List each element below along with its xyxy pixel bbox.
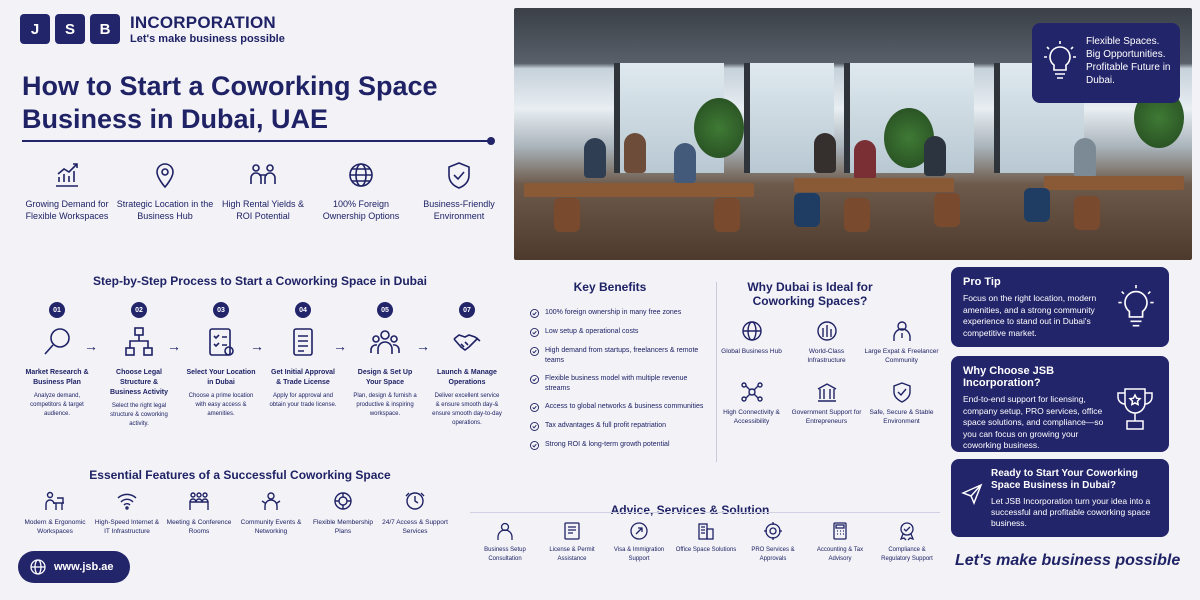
steps-title: Step-by-Step Process to Start a Coworking Space in Dubai — [92, 274, 428, 288]
location-pin-icon — [150, 160, 180, 190]
why-dubai-item — [714, 381, 789, 426]
step-title: Launch & Manage Operations — [437, 369, 497, 386]
accounting-icon — [830, 521, 850, 541]
workstation-icon — [44, 490, 66, 512]
benefit-text: Tax advantages & full profit repatriation — [545, 422, 667, 429]
step-title: Select Your Location in Dubai — [186, 369, 256, 386]
checklist-icon — [206, 326, 236, 358]
step-number: 03 — [213, 302, 229, 318]
step-number: 04 — [295, 302, 311, 318]
step-desc: Deliver excellent service & ensure smooth day-& ensure smooth day-to-day operations. — [432, 393, 502, 426]
footer-tagline: Let's make business possible — [955, 552, 1181, 569]
essential-label: Modern & Ergonomic Workspaces — [24, 519, 86, 535]
pro-tip-card — [951, 267, 1169, 347]
visa-icon — [629, 521, 649, 541]
essential-item — [92, 490, 162, 536]
photo-badge-text: Flexible Spaces. Big Opportunities. Profitable Future in Dubai. — [1086, 36, 1171, 86]
why-dubai-item — [789, 381, 864, 426]
globe-icon — [30, 559, 46, 575]
step-title: Market Research & Business Plan — [25, 369, 89, 386]
check-circle-icon — [530, 403, 539, 412]
why-dubai-item — [714, 320, 789, 365]
why-dubai-label: World-Class Infrastructure — [807, 348, 846, 364]
benefit-text: Flexible business model with multiple revenue streams — [545, 375, 688, 392]
globe-icon — [346, 160, 376, 190]
benefit-text: Access to global networks & business communities — [545, 403, 704, 410]
arrow-right-icon: → — [250, 338, 264, 354]
advice-item — [742, 521, 804, 563]
clock-icon — [404, 490, 426, 512]
essential-label: Meeting & Conference Rooms — [166, 519, 232, 535]
why-dubai-label: Large Expat & Freelancer Community — [864, 348, 939, 364]
advice-label: License & Permit Assistance — [549, 547, 595, 562]
community-icon — [260, 490, 282, 512]
shield-check-icon — [444, 160, 474, 190]
handshake-icon — [452, 326, 482, 358]
consultant-icon — [495, 521, 515, 541]
check-circle-icon — [530, 422, 539, 431]
step-title: Get Initial Approval & Trade License — [271, 369, 335, 386]
step-number: 05 — [377, 302, 393, 318]
benefit-text: Low setup & operational costs — [545, 328, 639, 335]
benefit-text: Strong ROI & long-term growth potential — [545, 441, 670, 448]
benefit-item — [530, 308, 710, 318]
structure-icon — [124, 326, 154, 358]
office-icon — [696, 521, 716, 541]
advice-label: Business Setup Consultation — [484, 547, 526, 562]
check-circle-icon — [530, 375, 539, 384]
why-dubai-title: Why Dubai is Ideal for Coworking Spaces? — [747, 280, 873, 308]
why-jsb-text: End-to-end support for licensing, company setup, PRO services, office space solutions, and compliance—so you can focus on growing your coworking business. — [963, 394, 1104, 450]
benefit-item — [530, 346, 710, 365]
license-icon — [562, 521, 582, 541]
essential-row — [20, 490, 450, 536]
why-dubai-item — [864, 381, 939, 426]
essential-title: Essential Features of a Successful Coworking Space — [89, 468, 391, 482]
magnifier-icon — [42, 326, 72, 358]
arrow-right-icon: → — [167, 338, 181, 354]
why-dubai-item — [789, 320, 864, 365]
brand-tagline: Let's make business possible — [130, 33, 285, 45]
step-item — [22, 302, 92, 429]
step-desc: Choose a prime location with easy access & amenities. — [188, 393, 254, 417]
expat-icon — [891, 320, 913, 342]
check-circle-icon — [530, 347, 539, 356]
pro-tip-title: Pro Tip — [963, 276, 1001, 288]
highlights-row — [18, 160, 508, 222]
brand-logo — [20, 13, 285, 45]
highlight-label: Business-Friendly Environment — [423, 199, 495, 221]
growth-chart-icon — [52, 160, 82, 190]
logo-letter-b: B — [90, 14, 120, 44]
advice-item — [474, 521, 536, 563]
arrow-right-icon: → — [84, 338, 98, 354]
essential-item — [164, 490, 234, 536]
brand-name: INCORPORATION — [130, 13, 276, 32]
lightbulb-icon — [1044, 41, 1076, 81]
advice-label: Visa & Immigration Support — [613, 547, 665, 562]
coworking-photo — [514, 8, 1192, 260]
logo-letter-s: S — [55, 14, 85, 44]
essential-label: High-Speed Internet & IT Infrastructure — [94, 519, 160, 535]
step-number: 02 — [131, 302, 147, 318]
government-icon — [816, 381, 838, 403]
highlight-item — [214, 160, 312, 222]
globe-icon — [741, 320, 763, 342]
advice-item — [876, 521, 938, 563]
highlight-label: High Rental Yields & ROI Potential — [221, 199, 305, 221]
step-item — [350, 302, 420, 429]
step-desc: Analyze demand, competitors & target audience. — [30, 393, 84, 417]
step-desc: Select the right legal structure & coworking activity. — [110, 403, 168, 427]
pro-tip-text: Focus on the right location, modern amenities, and a strong community experience to stand out in Dubai's competitive market. — [963, 293, 1097, 338]
why-dubai-label: Safe, Secure & Stable Environment — [869, 409, 934, 425]
why-dubai-grid — [714, 320, 939, 426]
benefit-text: High demand from startups, freelancers & remote teams — [545, 347, 699, 364]
advice-item — [675, 521, 737, 563]
key-benefits-title: Key Benefits — [573, 280, 647, 294]
step-number: 07 — [459, 302, 475, 318]
pro-services-icon — [763, 521, 783, 541]
advice-label: Accounting & Tax Advisory — [816, 547, 864, 562]
step-desc: Plan, design & furnish a productive & inspiring workspace. — [353, 393, 417, 417]
wifi-icon — [116, 490, 138, 512]
lightbulb-icon — [1117, 285, 1155, 329]
document-icon — [288, 326, 318, 358]
step-title: Choose Legal Structure & Business Activity — [109, 369, 169, 396]
advice-item — [608, 521, 670, 563]
why-jsb-title: Why Choose JSB Incorporation? — [963, 365, 1055, 389]
advice-label: PRO Services & Approvals — [751, 547, 795, 562]
photo-badge — [1032, 23, 1180, 103]
benefit-item — [530, 374, 710, 393]
essential-label: Community Events & Networking — [240, 519, 302, 535]
essential-item — [380, 490, 450, 536]
connectivity-icon — [741, 381, 763, 403]
highlight-item — [410, 160, 508, 222]
why-jsb-card — [951, 356, 1169, 452]
essential-item — [308, 490, 378, 536]
essential-label: Flexible Membership Plans — [313, 519, 373, 535]
cta-card[interactable] — [951, 459, 1169, 537]
cta-title: Ready to Start Your Coworking Space Business in Dubai? — [991, 468, 1138, 491]
page-title: How to Start a Coworking Space Business in Dubai, UAE — [22, 71, 438, 134]
check-circle-icon — [530, 309, 539, 318]
steps-row — [22, 302, 502, 429]
membership-icon — [332, 490, 354, 512]
highlight-item — [312, 160, 410, 222]
step-title: Design & Set Up Your Space — [357, 369, 413, 386]
advice-row — [474, 521, 938, 563]
essential-item — [20, 490, 90, 536]
website-text: www.jsb.ae — [54, 561, 114, 573]
why-dubai-label: Government Support for Entrepreneurs — [791, 409, 862, 425]
step-desc: Apply for approval and obtain your trade license. — [269, 393, 337, 408]
key-benefits-list — [530, 308, 710, 459]
step-item — [186, 302, 256, 429]
cta-text: Let JSB Incorporation turn your idea into a successful and profitable coworking space business. — [991, 496, 1151, 528]
safe-shield-icon — [891, 381, 913, 403]
why-dubai-label: High Connectivity & Accessibility — [723, 409, 780, 425]
advice-item — [541, 521, 603, 563]
step-item — [432, 302, 502, 429]
advice-title: Advice, Services & Solution — [610, 503, 770, 517]
benefit-item — [530, 440, 710, 450]
highlight-label: 100% Foreign Ownership Options — [322, 199, 400, 221]
check-circle-icon — [530, 328, 539, 337]
meeting-icon — [188, 490, 210, 512]
title-divider — [22, 140, 492, 142]
highlight-label: Growing Demand for Flexible Workspaces — [25, 199, 109, 221]
benefit-text: 100% foreign ownership in many free zones — [545, 309, 682, 316]
essential-item — [236, 490, 306, 536]
benefit-item — [530, 402, 710, 412]
arrow-right-icon: → — [416, 338, 430, 354]
essential-label: 24/7 Access & Support Services — [382, 519, 448, 535]
infrastructure-icon — [816, 320, 838, 342]
advice-item — [809, 521, 871, 563]
paper-plane-icon — [961, 483, 983, 505]
arrow-right-icon: → — [333, 338, 347, 354]
rental-yield-icon — [248, 160, 278, 190]
website-link[interactable] — [18, 551, 130, 583]
advice-label: Office Space Solutions — [675, 547, 737, 553]
compliance-icon — [897, 521, 917, 541]
step-item — [104, 302, 174, 429]
highlight-label: Strategic Location in the Business Hub — [116, 199, 214, 221]
logo-letter-j: J — [20, 14, 50, 44]
benefit-item — [530, 421, 710, 431]
benefit-item — [530, 327, 710, 337]
highlight-item — [18, 160, 116, 222]
advice-label: Compliance & Regulatory Support — [881, 547, 933, 562]
check-circle-icon — [530, 441, 539, 450]
step-item — [268, 302, 338, 429]
highlight-item — [116, 160, 214, 222]
why-dubai-item — [864, 320, 939, 365]
step-number: 01 — [49, 302, 65, 318]
why-dubai-label: Global Business Hub — [721, 348, 782, 355]
trophy-icon — [1115, 386, 1155, 432]
team-icon — [370, 326, 400, 358]
